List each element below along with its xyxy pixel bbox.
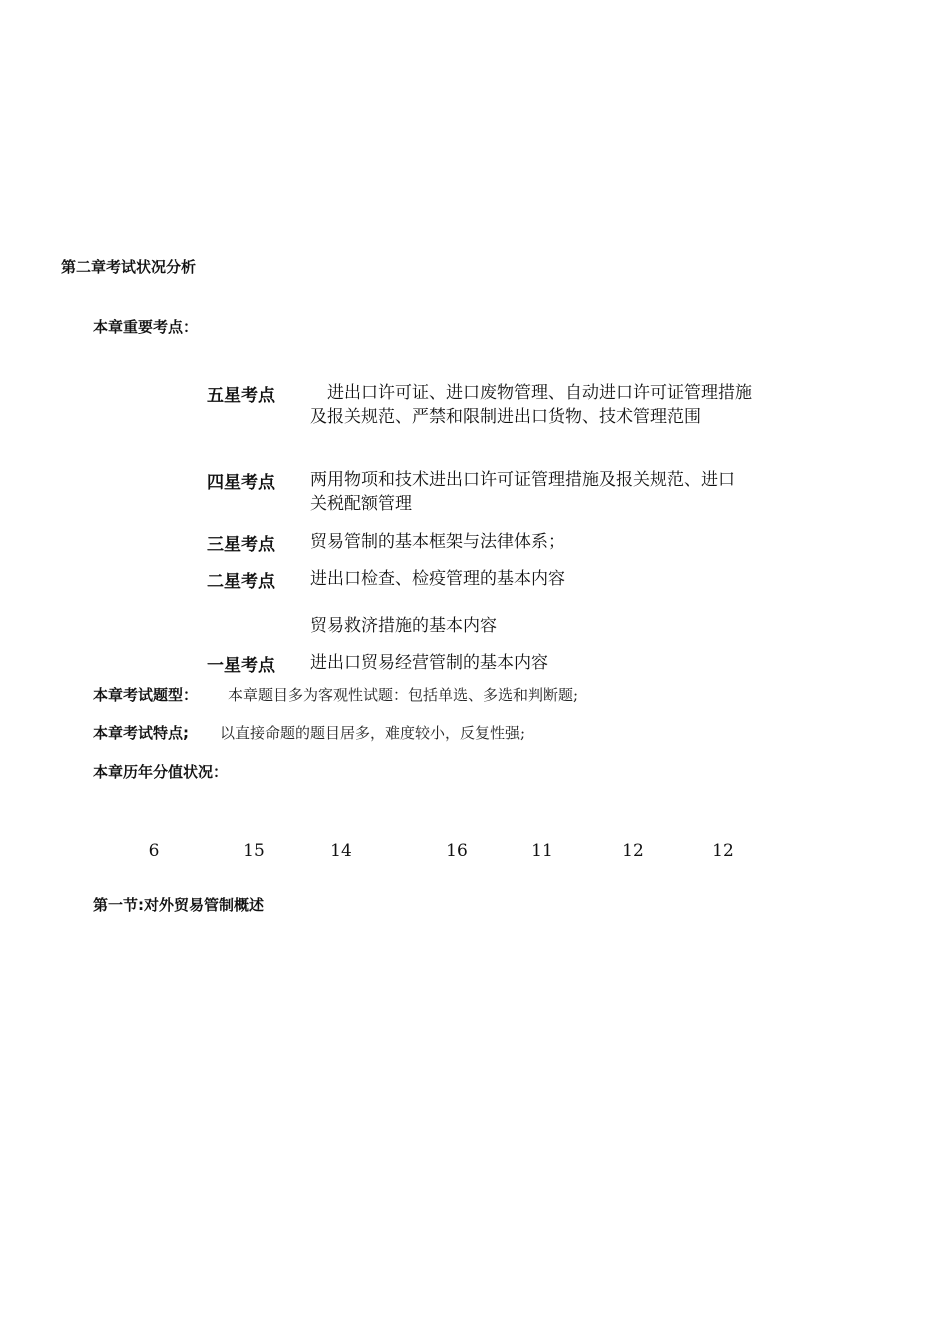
score-value: 15 <box>243 841 265 861</box>
score-value: 12 <box>622 841 644 861</box>
score-value: 11 <box>531 841 553 861</box>
three-star-label: 三星考点 <box>207 535 275 555</box>
four-star-label: 四星考点 <box>207 473 275 493</box>
exam-features-text: 以直接命题的题目居多，难度较小，反复性强; <box>220 724 526 742</box>
one-star-text: 进出口贸易经营管制的基本内容 <box>310 653 548 673</box>
two-star-text-2: 贸易救济措施的基本内容 <box>310 616 497 636</box>
section-title: 第一节:对外贸易管制概述 <box>93 896 264 914</box>
three-star-text: 贸易管制的基本框架与法律体系； <box>310 532 565 552</box>
score-value: 12 <box>712 841 734 861</box>
five-star-text: 进出口许可证、进口废物管理、自动进口许可证管理措施及报关规范、严禁和限制进出口货物、技术管理范围 <box>310 383 752 427</box>
exam-types-text: 本章题目多为客观性试题：包括单选、多选和判断题; <box>228 686 579 704</box>
one-star-label: 一星考点 <box>207 656 275 676</box>
score-value: 16 <box>446 841 468 861</box>
chapter-title: 第二章考试状况分析 <box>61 258 197 276</box>
exam-types-label: 本章考试题型： <box>93 686 199 704</box>
exam-features-label: 本章考试特点; <box>93 724 189 742</box>
four-star-text: 两用物项和技术进出口许可证管理措施及报关规范、进口关税配额管理 <box>310 470 735 514</box>
key-points-heading: 本章重要考点： <box>93 318 199 336</box>
score-value: 14 <box>330 841 352 861</box>
two-star-label: 二星考点 <box>207 572 275 592</box>
five-star-label: 五星考点 <box>207 386 275 406</box>
score-history-label: 本章历年分值状况： <box>93 763 229 781</box>
two-star-text-1: 进出口检查、检疫管理的基本内容 <box>310 569 565 589</box>
score-value: 6 <box>148 841 160 861</box>
